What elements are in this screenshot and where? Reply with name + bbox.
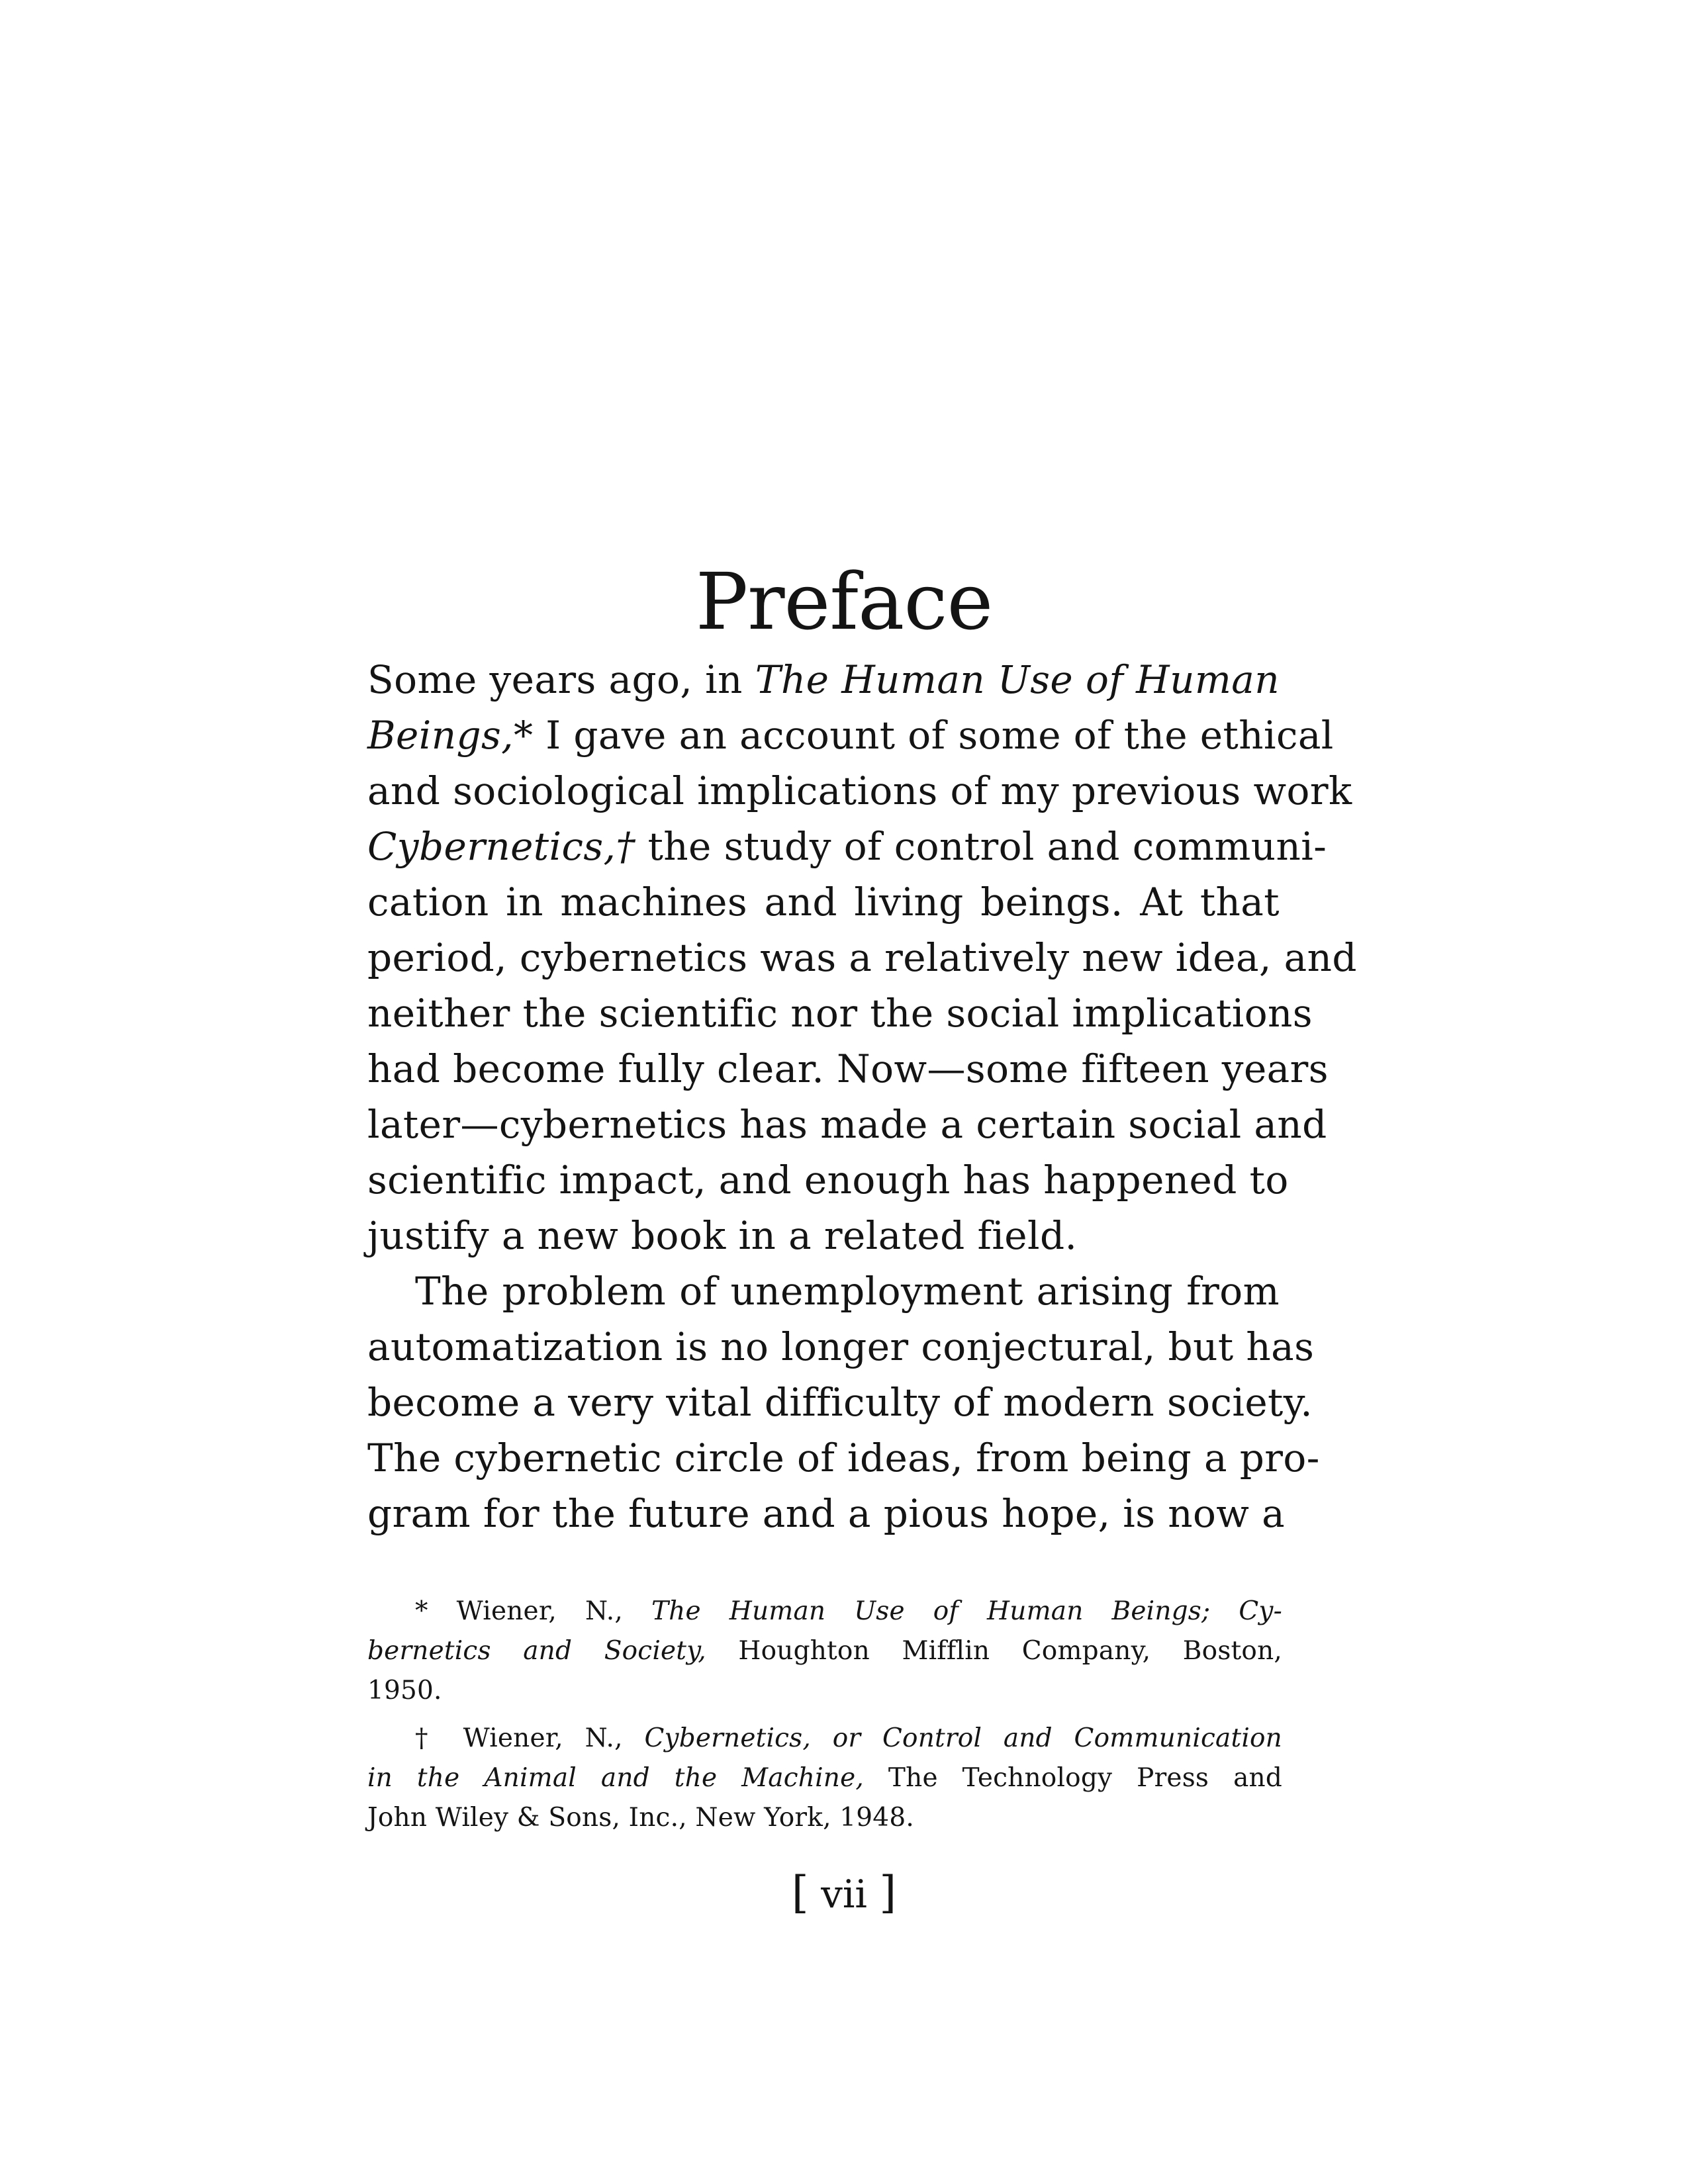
body-line: The problem of unemployment arising from xyxy=(415,1269,1280,1314)
footnote-line: † Wiener, N., Cybernetics, or Control and Communication xyxy=(415,1723,1282,1753)
footnote-dagger xyxy=(367,1719,1282,1838)
body-line: gram for the future and a pious hope, is now a xyxy=(367,1491,1286,1536)
footnote-line: * Wiener, N., The Human Use of Human Beings; Cy- xyxy=(415,1596,1282,1626)
body-line: had become fully clear. Now—some fifteen years xyxy=(367,1046,1329,1091)
body-line: neither the scientific nor the social implications xyxy=(367,991,1313,1036)
folio-open-bracket: [ xyxy=(791,1867,809,1918)
body-line: later—cybernetics has made a certain social and xyxy=(367,1102,1327,1147)
footnote-asterisk xyxy=(367,1592,1282,1711)
body-line: cation in machines and living beings. At that xyxy=(367,880,1280,925)
body-line: and sociological implications of my previous work xyxy=(367,768,1352,813)
body-line: Cybernetics,† the study of control and communi- xyxy=(367,824,1327,869)
footnote-line: bernetics and Society, Houghton Mifflin Company, Boston, xyxy=(367,1636,1282,1666)
page-title: Preface xyxy=(695,556,993,648)
body-line: The cybernetic circle of ideas, from being a pro- xyxy=(367,1435,1320,1480)
footnote-line: John Wiley & Sons, Inc., New York, 1948. xyxy=(367,1803,914,1833)
body-line: period, cybernetics was a relatively new idea, and xyxy=(367,935,1357,980)
footnote-line: in the Animal and the Machine, The Technology Press and xyxy=(367,1763,1283,1793)
body-line: justify a new book in a related field. xyxy=(367,1213,1078,1258)
body-line: automatization is no longer conjectural, but has xyxy=(367,1324,1315,1369)
page-number xyxy=(0,1866,1688,1921)
body-line: Some years ago, in The Human Use of Human xyxy=(367,657,1280,702)
body-text xyxy=(367,652,1357,1541)
body-line: Beings,* I gave an account of some of the ethical xyxy=(367,713,1334,758)
folio-number: vii xyxy=(821,1872,867,1917)
footnote-line: 1950. xyxy=(367,1676,442,1706)
body-line: scientific impact, and enough has happened to xyxy=(367,1158,1289,1203)
folio-close-bracket: ] xyxy=(879,1867,897,1918)
footnotes xyxy=(367,1592,1282,1838)
body-line: become a very vital difficulty of modern society. xyxy=(367,1380,1313,1425)
